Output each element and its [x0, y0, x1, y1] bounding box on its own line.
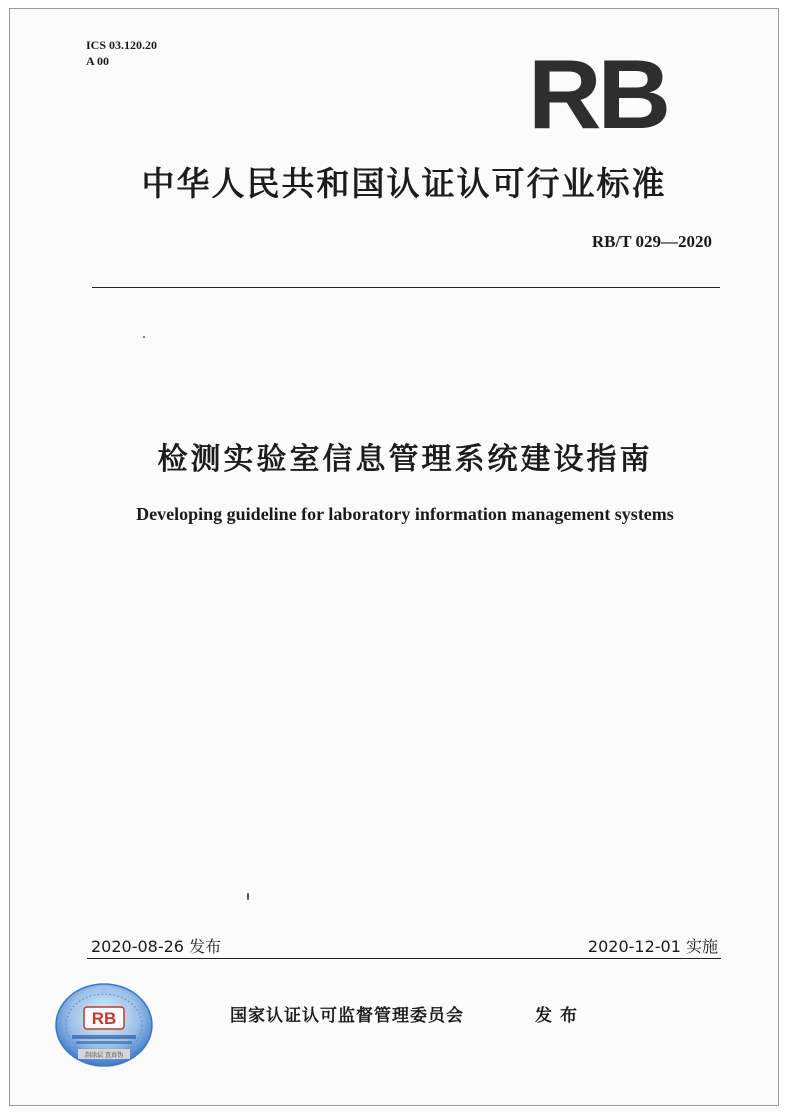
- implement-date: 2020-12-01 实施: [587, 937, 718, 956]
- seal-logo-text: RB: [91, 1009, 117, 1028]
- issue-label: 发布: [535, 1006, 585, 1026]
- document-title-en: Developing guideline for laboratory information management systems: [136, 504, 674, 524]
- seal-bottom-text: 刮涂层 查真伪: [85, 1052, 123, 1059]
- rb-logo: RB: [528, 39, 667, 149]
- scan-speck: [247, 893, 249, 900]
- bottom-divider: [87, 958, 721, 959]
- scan-speck: [143, 336, 145, 338]
- standard-number: RB/T 029—2020: [591, 232, 712, 251]
- organization-title: 中华人民共和国认证认可行业标准: [141, 164, 667, 203]
- top-divider: [92, 287, 720, 288]
- anti-counterfeit-seal-icon: [54, 983, 154, 1067]
- document-title-cn: 检测实验室信息管理系统建设指南: [157, 442, 653, 477]
- publish-date: 2020-08-26 发布: [91, 937, 222, 956]
- classification-code: A 00: [86, 54, 110, 68]
- ics-code: ICS 03.120.20: [86, 38, 158, 52]
- issuing-authority: 国家认证认可监督管理委员会: [230, 1006, 464, 1026]
